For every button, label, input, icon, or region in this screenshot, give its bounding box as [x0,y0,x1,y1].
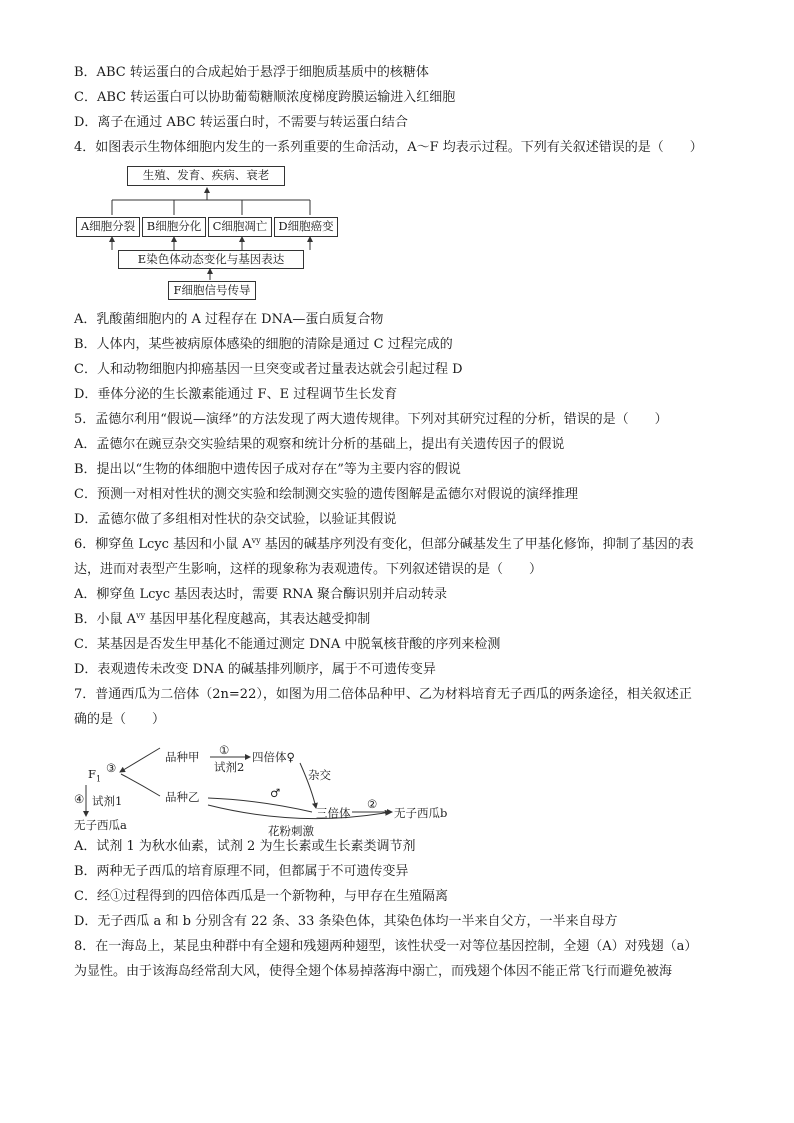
question-8-stem-line1: 8．在一海岛上，某昆虫种群中有全翅和残翅两种翅型，该性状受一对等位基因控制，全翅（A）对残翅（a） [74,939,698,954]
q7-option-b: B．两种无子西瓜的培育原理不同，但都属于不可遗传变异 [74,864,409,879]
q5-option-b: B．提出以“生物的体细胞中遗传因子成对存在”等为主要内容的假说 [74,462,461,477]
q3-option-b: B．ABC 转运蛋白的合成起始于悬浮于细胞质基质中的核糖体 [74,65,429,80]
label-variety-jia: 品种甲 [165,750,200,764]
label-triploid: 三倍体 [316,806,351,820]
label-male-symbol: ♂ [270,786,281,800]
question-5-stem: 5．孟德尔利用“假说—演绎”的方法发现了两大遗传规律。下列对其研究过程的分析，错误的是（ ） [74,412,668,427]
box-cell-apoptosis: C细胞凋亡 [208,217,272,237]
q5-option-a: A．孟德尔在豌豆杂交实验结果的观察和统计分析的基础上，提出有关遗传因子的假说 [74,437,565,452]
box-life-activities: 生殖、发育、疾病、衰老 [127,166,285,186]
q4-option-a: A．乳酸菌细胞内的 A 过程存在 DNA—蛋白质复合物 [74,312,384,327]
label-reagent-2: 试剂2 [214,760,245,774]
q4-option-c: C．人和动物细胞内抑癌基因一旦突变或者过量表达就会引起过程 D [74,362,463,377]
q6-option-c: C．某基因是否发生甲基化不能通过测定 DNA 中脱氧核苷酸的序列来检测 [74,637,501,652]
label-f1: $F_1$ [88,767,102,784]
q3-option-c: C．ABC 转运蛋白可以协助葡萄糖顺浓度梯度跨膜运输进入红细胞 [74,90,456,105]
box-cell-division: A细胞分裂 [76,217,140,237]
q4-option-b: B．人体内，某些被病原体感染的细胞的清除是通过 C 过程完成的 [74,337,453,352]
question-8-stem-line2: 为显性。由于该海岛经常刮大风，使得全翅个体易掉落海中溺亡，而残翅个体因不能正常飞行而避免被海 [74,964,673,979]
question-7-stem-line1: 7．普通西瓜为二倍体（2n=22），如图为用二倍体品种甲、乙为材料培育无子西瓜的两条途径，相关叙述正 [74,687,692,702]
q7-option-c: C．经①过程得到的四倍体西瓜是一个新物种，与甲存在生殖隔离 [74,889,448,904]
label-seedless-a: 无子西瓜a [74,818,127,832]
box-cell-differentiation: B细胞分化 [142,217,206,237]
question-4-stem: 4．如图表示生物体细胞内发生的一系列重要的生命活动，A～F 均表示过程。下列有关叙述错误的是（ ） [74,140,703,155]
label-step-2: ② [367,797,378,811]
box-cell-signaling: F细胞信号传导 [168,281,256,300]
label-step-1: ① [219,743,230,757]
q7-option-a: A．试剂 1 为秋水仙素，试剂 2 为生长素或生长素类调节剂 [74,839,416,854]
label-step-3: ③ [106,761,117,775]
question-6-stem-line2: 达，进而对表型产生影响，这样的现象称为表观遗传。下列叙述错误的是（ ） [74,562,543,577]
label-pollen-stimulation: 花粉刺激 [268,824,314,838]
label-seedless-b: 无子西瓜b [394,806,448,820]
q3-option-d: D．离子在通过 ABC 转运蛋白时，不需要与转运蛋白结合 [74,115,408,130]
label-tetraploid-female: 四倍体♀ [252,750,295,764]
label-step-4: ④ [74,792,85,806]
box-chromosome-gene-expression: E染色体动态变化与基因表达 [118,250,304,269]
q7-option-d: D．无子西瓜 a 和 b 分别含有 22 条、33 条染色体，其染色体均一半来自父方，一半来自母方 [74,914,618,929]
q6-option-a: A．柳穿鱼 Lcyc 基因表达时，需要 RNA 聚合酶识别并启动转录 [74,587,448,602]
box-cell-canceration: D细胞癌变 [274,217,338,237]
q6-option-d: D．表观遗传未改变 DNA 的碱基排列顺序，属于不可遗传变异 [74,662,436,677]
q6-option-b: B．小鼠 $A^{vy}$ 基因甲基化程度越高，其表达越受抑制 [74,611,371,627]
q5-option-d: D．孟德尔做了多组相对性状的杂交试验，以验证其假说 [74,512,397,527]
label-variety-yi: 品种乙 [165,790,200,804]
label-hybridization: 杂交 [308,768,331,782]
q4-option-d: D．垂体分泌的生长激素能通过 F、E 过程调节生长发育 [74,387,398,402]
label-reagent-1: 试剂1 [92,794,123,808]
question-7-stem-line2: 确的是（ ） [74,712,166,727]
q5-option-c: C．预测一对相对性状的测交实验和绘制测交实验的遗传图解是孟德尔对假说的演绎推理 [74,487,578,502]
question-6-stem-line1: 6．柳穿鱼 Lcyc 基因和小鼠 $A^{vy}$ 基因的碱基序列没有变化，但部分碱基发生了甲基化修饰，抑制了基因的表 [74,536,694,552]
